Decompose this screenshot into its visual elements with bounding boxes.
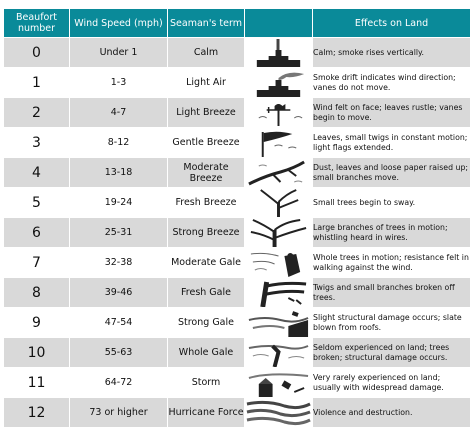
wind-speed-cell: 19-24 (70, 188, 168, 218)
seamans-term-cell: Whole Gale (168, 338, 245, 368)
seamans-term-cell: Gentle Breeze (168, 128, 245, 158)
table-row (4, 158, 471, 188)
illustration-cell (245, 38, 313, 68)
illustration-cell (245, 398, 313, 428)
table-row (4, 38, 471, 68)
effects-on-land-cell: Calm; smoke rises vertically. (313, 38, 471, 68)
table-row (4, 98, 471, 128)
wind-speed-cell: 64-72 (70, 368, 168, 398)
small-tree-sway-icon (245, 188, 312, 217)
wind-speed-cell: 8-12 (70, 128, 168, 158)
header-row (4, 9, 471, 38)
wind-speed-cell: 13-18 (70, 158, 168, 188)
seamans-term-cell: Storm (168, 368, 245, 398)
table-row (4, 128, 471, 158)
beaufort-number-cell: 7 (4, 248, 70, 278)
table-row (4, 368, 471, 398)
illustration-cell (245, 338, 313, 368)
seamans-term-cell: Moderate Gale (168, 248, 245, 278)
wind-speed-cell: 55-63 (70, 338, 168, 368)
illustration-cell (245, 98, 313, 128)
beaufort-number-cell: 1 (4, 68, 70, 98)
wind-speed-cell: Under 1 (70, 38, 168, 68)
table-row (4, 338, 471, 368)
effects-on-land-cell: Wind felt on face; leaves rustle; vanes begin to move. (313, 98, 471, 128)
beaufort-scale-table (3, 8, 471, 428)
illustration-cell (245, 218, 313, 248)
beaufort-number-cell: 12 (4, 398, 70, 428)
person-walking-wind-icon (245, 248, 312, 277)
smoke-rising-vertically-icon (245, 38, 312, 67)
smoke-drifting-icon (245, 68, 312, 97)
beaufort-number-cell: 10 (4, 338, 70, 368)
seamans-term-cell: Strong Gale (168, 308, 245, 338)
effects-on-land-cell: Seldom experienced on land; trees broken; structural damage occurs. (313, 338, 471, 368)
table-row (4, 248, 471, 278)
seamans-term-cell: Fresh Breeze (168, 188, 245, 218)
table-row (4, 188, 471, 218)
beaufort-number-cell: 9 (4, 308, 70, 338)
header-seamans-term: Seaman's term (168, 9, 245, 38)
widespread-damage-icon (245, 368, 312, 397)
wind-speed-cell: 47-54 (70, 308, 168, 338)
weather-vane-icon (245, 98, 312, 127)
table-row (4, 218, 471, 248)
header-illustration (245, 9, 313, 38)
header-wind-speed: Wind Speed (mph) (70, 9, 168, 38)
header-beaufort-number: Beaufort number (4, 9, 70, 38)
seamans-term-cell: Moderate Breeze (168, 158, 245, 188)
seamans-term-cell: Light Air (168, 68, 245, 98)
effects-on-land-cell: Twigs and small branches broken off trees. (313, 278, 471, 308)
effects-on-land-cell: Violence and destruction. (313, 398, 471, 428)
seamans-term-cell: Fresh Gale (168, 278, 245, 308)
large-branches-icon (245, 218, 312, 247)
beaufort-number-cell: 11 (4, 368, 70, 398)
flag-extended-icon (245, 128, 312, 157)
beaufort-number-cell: 6 (4, 218, 70, 248)
beaufort-number-cell: 3 (4, 128, 70, 158)
effects-on-land-cell: Small trees begin to sway. (313, 188, 471, 218)
seamans-term-cell: Calm (168, 38, 245, 68)
effects-on-land-cell: Very rarely experienced on land; usually with widespread damage. (313, 368, 471, 398)
effects-on-land-cell: Large branches of trees in motion; whistling heard in wires. (313, 218, 471, 248)
roof-damage-icon (245, 308, 312, 337)
illustration-cell (245, 308, 313, 338)
illustration-cell (245, 278, 313, 308)
broken-twigs-icon (245, 278, 312, 307)
wind-speed-cell: 73 or higher (70, 398, 168, 428)
beaufort-number-cell: 0 (4, 38, 70, 68)
illustration-cell (245, 68, 313, 98)
effects-on-land-cell: Smoke drift indicates wind direction; vanes do not move. (313, 68, 471, 98)
branch-moving-icon (245, 158, 312, 187)
illustration-cell (245, 158, 313, 188)
wind-speed-cell: 25-31 (70, 218, 168, 248)
wind-speed-cell: 32-38 (70, 248, 168, 278)
table-row (4, 278, 471, 308)
destruction-icon (245, 398, 312, 427)
beaufort-number-cell: 5 (4, 188, 70, 218)
beaufort-number-cell: 2 (4, 98, 70, 128)
table-row (4, 68, 471, 98)
wind-speed-cell: 4-7 (70, 98, 168, 128)
seamans-term-cell: Strong Breeze (168, 218, 245, 248)
table-row (4, 398, 471, 428)
illustration-cell (245, 248, 313, 278)
effects-on-land-cell: Leaves, small twigs in constant motion; light flags extended. (313, 128, 471, 158)
effects-on-land-cell: Whole trees in motion; resistance felt in walking against the wind. (313, 248, 471, 278)
beaufort-number-cell: 8 (4, 278, 70, 308)
seamans-term-cell: Hurricane Force (168, 398, 245, 428)
wind-speed-cell: 1-3 (70, 68, 168, 98)
illustration-cell (245, 188, 313, 218)
beaufort-number-cell: 4 (4, 158, 70, 188)
illustration-cell (245, 368, 313, 398)
seamans-term-cell: Light Breeze (168, 98, 245, 128)
header-effects-on-land: Effects on Land (313, 9, 471, 38)
effects-on-land-cell: Dust, leaves and loose paper raised up; small branches move. (313, 158, 471, 188)
effects-on-land-cell: Slight structural damage occurs; slate blown from roofs. (313, 308, 471, 338)
wind-speed-cell: 39-46 (70, 278, 168, 308)
illustration-cell (245, 128, 313, 158)
broken-tree-icon (245, 338, 312, 367)
table-row (4, 308, 471, 338)
